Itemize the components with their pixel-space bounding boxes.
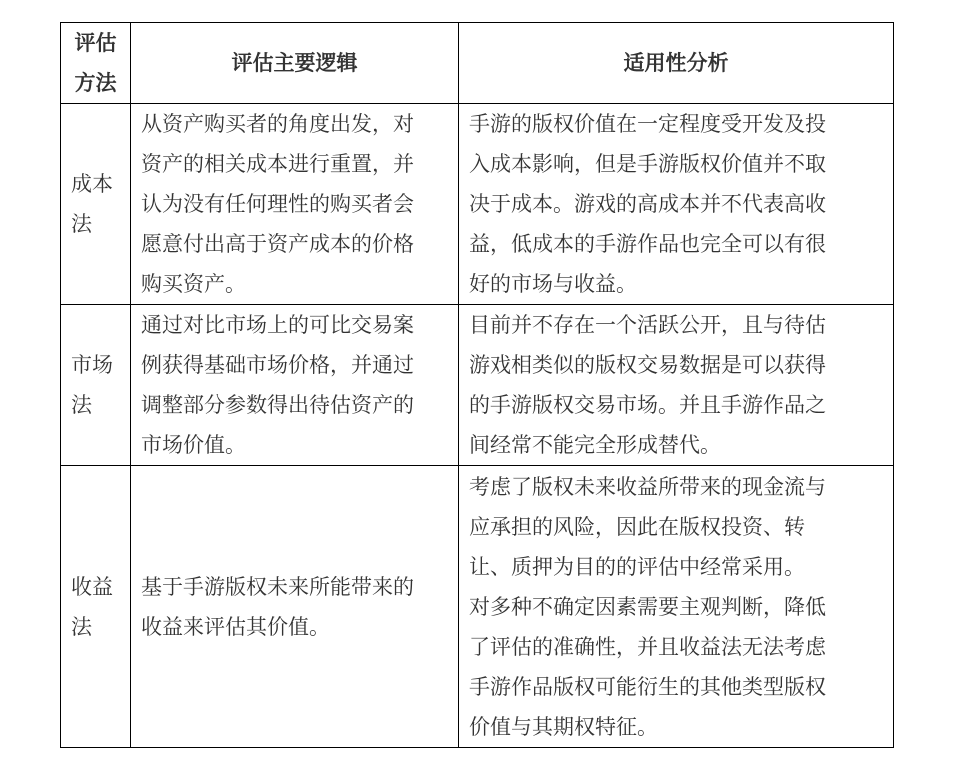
cell-line: 让、质押为目的的评估中经常采用。 xyxy=(469,554,805,579)
cell-line: 收益来评估其价值。 xyxy=(141,614,330,639)
table-row xyxy=(61,466,894,748)
cell-line: 游戏相类似的版权交易数据是可以获得 xyxy=(469,353,826,377)
cell-line: 目前并不存在一个活跃公开，且与待估 xyxy=(469,313,826,337)
cell-line: 市场价值。 xyxy=(141,433,246,457)
cell-line: 通过对比市场上的可比交易案 xyxy=(141,313,414,337)
cell-line: 益，低成本的手游作品也完全可以有很 xyxy=(469,232,826,256)
logic-cell xyxy=(131,466,459,748)
cell-line: 考虑了版权未来收益所带来的现金流与 xyxy=(469,474,826,499)
analysis-cell xyxy=(459,305,894,466)
cell-line: 好的市场与收益。 xyxy=(469,272,637,296)
logic-cell xyxy=(131,305,459,466)
cell-line: 资产的相关成本进行重置，并 xyxy=(141,152,414,176)
cell-line: 对多种不确定因素需要主观判断，降低 xyxy=(469,594,826,619)
logic-cell xyxy=(131,104,459,305)
cell-line: 入成本影响，但是手游版权价值并不取 xyxy=(469,152,826,176)
cell-line: 市场 xyxy=(71,353,113,377)
cell-line: 收益 xyxy=(71,574,113,599)
header-method-line: 评估 xyxy=(74,31,117,55)
analysis-cell xyxy=(459,466,894,748)
cell-line: 了评估的准确性，并且收益法无法考虑 xyxy=(469,634,826,659)
cell-line: 认为没有任何理性的购买者会 xyxy=(141,192,414,216)
cell-line: 手游的版权价值在一定程度受开发及投 xyxy=(469,112,826,136)
method-cell xyxy=(61,466,131,748)
method-cell xyxy=(61,305,131,466)
cell-line: 应承担的风险，因此在版权投资、转 xyxy=(469,514,805,539)
cell-line: 从资产购买者的角度出发，对 xyxy=(141,112,414,136)
header-method-line: 方法 xyxy=(74,71,117,95)
valuation-methods-table xyxy=(60,22,894,748)
cell-line: 调整部分参数得出待估资产的 xyxy=(141,393,414,417)
cell-line: 购买资产。 xyxy=(141,272,246,296)
cell-line: 决于成本。游戏的高成本并不代表高收 xyxy=(469,192,826,216)
cell-line: 愿意付出高于资产成本的价格 xyxy=(141,232,414,256)
cell-line: 法 xyxy=(71,393,92,417)
cell-line: 间经常不能完全形成替代。 xyxy=(469,433,721,457)
cell-line: 例获得基础市场价格，并通过 xyxy=(141,353,414,377)
header-row xyxy=(61,23,894,104)
table-row xyxy=(61,305,894,466)
analysis-cell xyxy=(459,104,894,305)
header-logic: 评估主要逻辑 xyxy=(131,23,459,104)
table-row xyxy=(61,104,894,305)
cell-line: 基于手游版权未来所能带来的 xyxy=(141,574,414,599)
cell-line: 价值与其期权特征。 xyxy=(469,714,658,739)
cell-line: 法 xyxy=(71,212,92,236)
header-analysis: 适用性分析 xyxy=(459,23,894,104)
header-method xyxy=(61,23,131,104)
cell-line: 法 xyxy=(71,614,92,639)
cell-line: 的手游版权交易市场。并且手游作品之 xyxy=(469,393,826,417)
cell-line: 手游作品版权可能衍生的其他类型版权 xyxy=(469,674,826,699)
method-cell xyxy=(61,104,131,305)
cell-line: 成本 xyxy=(71,172,113,196)
